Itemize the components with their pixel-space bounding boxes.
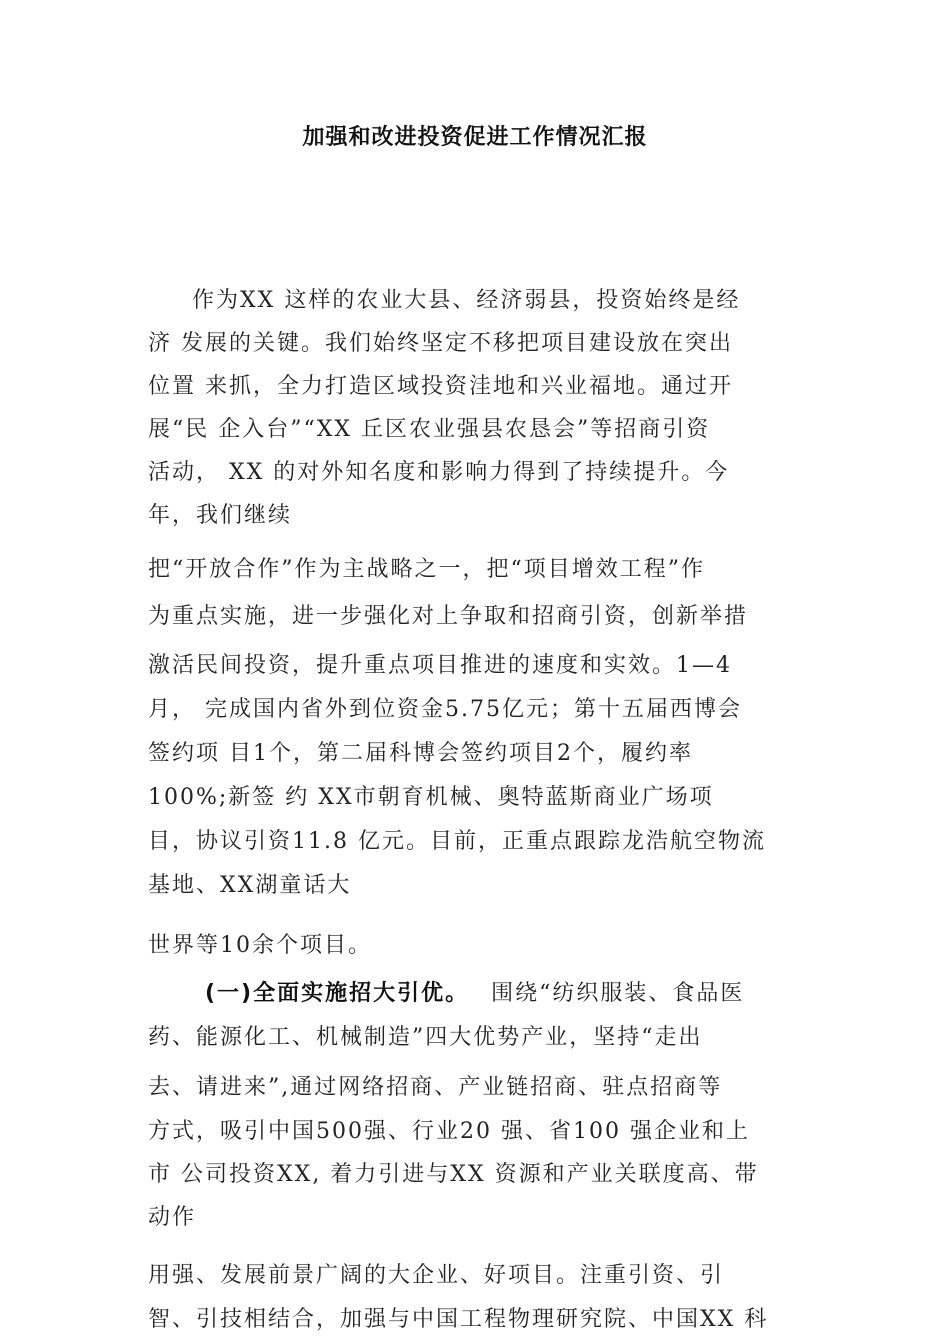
paragraph-line: 目，协议引资11.8 亿元。目前，正重点跟踪龙浩航空物流: [148, 829, 766, 854]
paragraph-line: 月， 完成国内省外到位资金5.75亿元；第十五届西博会: [148, 697, 742, 722]
paragraph-line: 智、引技相结合，加强与中国工程物理研究院、中国XX 科: [148, 1307, 769, 1332]
paragraph-line: 基地、XX湖童话大: [148, 873, 352, 898]
section-first-line: [205, 976, 744, 1007]
paragraph-line: 动作: [148, 1205, 197, 1230]
paragraph-line: 市 公司投资XX, 着力引进与XX 资源和产业关联度高、带: [148, 1162, 759, 1187]
paragraph-line: 作为XX 这样的农业大县、经济弱县，投资始终是经: [168, 288, 741, 313]
paragraph-line: 用强、发展前景广阔的大企业、好项目。注重引资、引: [148, 1263, 725, 1288]
paragraph-line: 年，我们继续: [148, 503, 293, 528]
paragraph-line: 展“民 企入台”“XX 丘区农业强县农恳会”等招商引资: [148, 417, 711, 442]
paragraph-line: 签约项 目1个，第二届科博会签约项目2个，履约率: [148, 741, 693, 766]
paragraph-line: 100%;新签 约 XX市朝育机械、奥特蓝斯商业广场项: [148, 785, 714, 810]
paragraph-line: 济 发展的关键。我们始终坚定不移把项目建设放在突出: [148, 331, 733, 356]
paragraph-line: 为重点实施，进一步强化对上争取和招商引资，创新举措: [148, 604, 749, 629]
paragraph-line: 去、请进来”,通过网络招商、产业链招商、驻点招商等: [148, 1075, 723, 1100]
paragraph-line: 药、能源化工、机械制造”四大优势产业，坚持“走出: [148, 1025, 703, 1050]
section-text: 围绕“纺织服装、食品医: [491, 981, 745, 1006]
paragraph-line: 位置 来抓，全力打造区域投资洼地和兴业福地。通过开: [148, 374, 733, 399]
paragraph-line: 把“开放合作”作为主战略之一，把“项目增效工程”作: [148, 557, 705, 582]
paragraph-line: 活动， XX 的对外知名度和影响力得到了持续提升。今: [148, 460, 730, 485]
document-title: 加强和改进投资促进工作情况汇报: [302, 125, 648, 150]
paragraph-line: 方式，吸引中国500强、行业20 强、省100 强企业和上: [148, 1119, 750, 1144]
paragraph-line: 世界等10余个项目。: [148, 933, 372, 958]
section-heading: (一)全面实施招大引优。: [205, 981, 470, 1006]
paragraph-line: 激活民间投资，提升重点项目推进的速度和实效。1—4: [148, 653, 732, 678]
